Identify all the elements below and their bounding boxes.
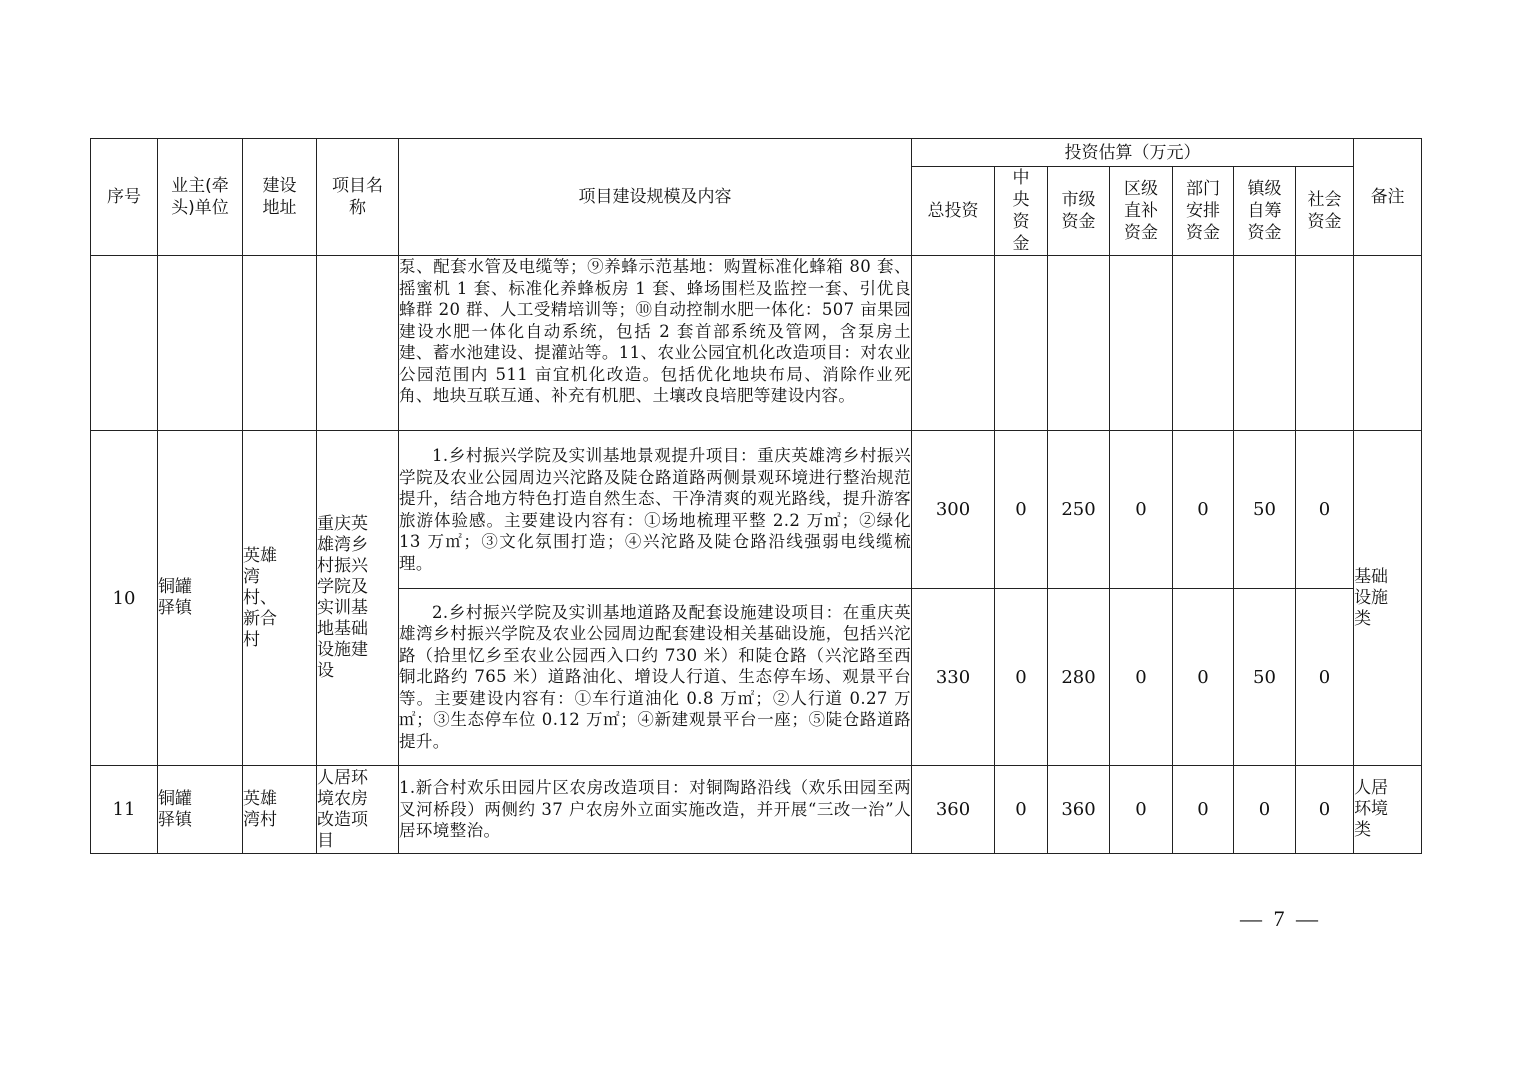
cell-social: 0: [1296, 431, 1354, 589]
table-row-continued: [91, 256, 1422, 431]
cell-empty: [1048, 256, 1110, 431]
cell-seq: 11: [91, 766, 158, 854]
cell-content: 1.乡村振兴学院及实训基地景观提升项目：重庆英雄湾乡村振兴学院及农业公园周边兴沱路及陡仓路道路两侧景观环境进行整治规范提升，结合地方特色打造自然生态、干净清爽的观光路线，提升游客旅游体验感。主要建设内容有：①场地梳理平整 2.2 万㎡；②绿化 13 万㎡；③文化氛围打造；④兴沱路及陡仓路沿线强弱电线缆梳理。: [399, 431, 912, 589]
cell-city: 280: [1048, 589, 1110, 766]
table-row-10-sub1: [91, 431, 1422, 589]
cell-dept: 0: [1173, 431, 1234, 589]
cell-empty: [1234, 256, 1296, 431]
cell-central: 0: [995, 766, 1048, 854]
cell-location: 英雄湾村: [243, 766, 317, 854]
cell-empty: [158, 256, 243, 431]
cell-owner: 铜罐驿镇: [158, 431, 243, 766]
header-town: 镇级自筹资金: [1234, 167, 1296, 256]
header-district: 区级直补资金: [1110, 167, 1173, 256]
cell-district: 0: [1110, 431, 1173, 589]
cell-town: 50: [1234, 589, 1296, 766]
cell-remark: 人居环境类: [1354, 766, 1422, 854]
cell-dept: 0: [1173, 766, 1234, 854]
cell-content: 1.新合村欢乐田园片区农房改造项目：对铜陶路沿线（欢乐田园至两叉河桥段）两侧约 37 户农房外立面实施改造，并开展“三改一治”人居环境整治。: [399, 766, 912, 854]
cell-total: 300: [912, 431, 995, 589]
header-seq: 序号: [91, 139, 158, 256]
header-content: 项目建设规模及内容: [399, 139, 912, 256]
header-total: 总投资: [912, 167, 995, 256]
header-city: 市级资金: [1048, 167, 1110, 256]
header-dept: 部门安排资金: [1173, 167, 1234, 256]
cell-empty: [1354, 256, 1422, 431]
cell-project-name: 重庆英雄湾乡村振兴学院及实训基地基础设施建设: [317, 431, 399, 766]
cell-social: 0: [1296, 766, 1354, 854]
cell-content: 泵、配套水管及电缆等；⑨养蜂示范基地：购置标准化蜂箱 80 套、摇蜜机 1 套、标准化养蜂板房 1 套、蜂场围栏及监控一套、引优良蜂群 20 群、人工受精培训等；⑩自动控制水肥一体化：507 亩果园建设水肥一体化自动系统，包括 2 套首部系统及管网，含泵房土建、蓄水池建设、提灌站等。11、农业公园宜机化改造项目：对农业公园范围内 511 亩宜机化改造。包括优化地块布局、消除作业死角、地块互联互通、补充有机肥、土壤改良培肥等建设内容。: [399, 256, 912, 431]
cell-remark: 基础设施类: [1354, 431, 1422, 766]
header-project-name: 项目名称: [317, 139, 399, 256]
investment-table: [90, 138, 1422, 854]
cell-district: 0: [1110, 766, 1173, 854]
header-investment-group: 投资估算（万元）: [912, 139, 1354, 167]
header-remark: 备注: [1354, 139, 1422, 256]
cell-total: 330: [912, 589, 995, 766]
cell-town: 50: [1234, 431, 1296, 589]
cell-empty: [317, 256, 399, 431]
header-social: 社会资金: [1296, 167, 1354, 256]
cell-dept: 0: [1173, 589, 1234, 766]
table-row-11: [91, 766, 1422, 854]
cell-empty: [912, 256, 995, 431]
cell-seq: 10: [91, 431, 158, 766]
cell-city: 250: [1048, 431, 1110, 589]
cell-empty: [243, 256, 317, 431]
header-central: 中央资金: [995, 167, 1048, 256]
header-location: 建设地址: [243, 139, 317, 256]
cell-content: 2.乡村振兴学院及实训基地道路及配套设施建设项目：在重庆英雄湾乡村振兴学院及农业公园周边配套建设相关基础设施，包括兴沱路（拾里忆乡至农业公园西入口约 730 米）和陡仓路（兴沱路至西铜北路约 765 米）道路油化、增设人行道、生态停车场、观景平台等。主要建设内容有：①车行道油化 0.8 万㎡；②人行道 0.27 万㎡；③生态停车位 0.12 万㎡；④新建观景平台一座；⑤陡仓路道路提升。: [399, 589, 912, 766]
cell-location: 英雄湾村、新合村: [243, 431, 317, 766]
cell-social: 0: [1296, 589, 1354, 766]
page-number: — 7 —: [1240, 906, 1321, 931]
cell-empty: [1296, 256, 1354, 431]
cell-district: 0: [1110, 589, 1173, 766]
cell-empty: [995, 256, 1048, 431]
cell-owner: 铜罐驿镇: [158, 766, 243, 854]
cell-empty: [1110, 256, 1173, 431]
cell-central: 0: [995, 589, 1048, 766]
header-row-1: [91, 139, 1422, 167]
cell-empty: [91, 256, 158, 431]
header-owner: 业主(牵头)单位: [158, 139, 243, 256]
cell-empty: [1173, 256, 1234, 431]
cell-city: 360: [1048, 766, 1110, 854]
cell-town: 0: [1234, 766, 1296, 854]
cell-project-name: 人居环境农房改造项目: [317, 766, 399, 854]
cell-total: 360: [912, 766, 995, 854]
cell-central: 0: [995, 431, 1048, 589]
